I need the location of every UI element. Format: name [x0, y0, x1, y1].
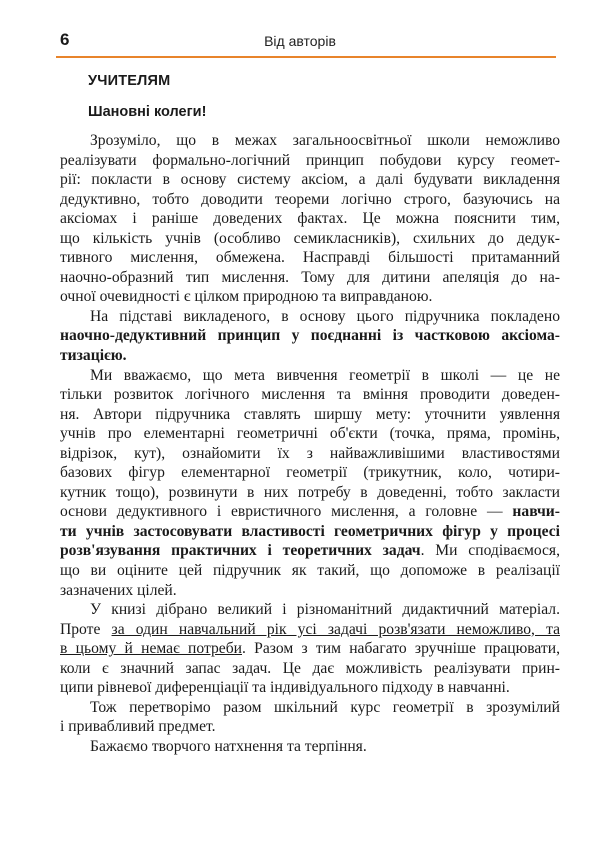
text-line: що ви оціните цей підручник як такий, що допоможе в реалізації: [60, 562, 560, 580]
paragraph-6: [60, 737, 560, 757]
text-line: базових фігур елементарної геометрії (трикутник, коло, чотири-: [60, 464, 560, 482]
paragraph-5: [60, 698, 560, 737]
bold-phrase: навчи-: [512, 503, 560, 521]
text-line: рії: покласти в основу систему аксіом, а далі будувати викладення: [60, 171, 560, 189]
text-line: очної очевидності є цілком природною та виправданою.: [60, 288, 433, 306]
text-line: ципи рівневої диференціації та індивідуального підходу в навчанні.: [60, 679, 510, 697]
text-line: учнів про елементарні геометричні об'єкти (точка, пряма, промінь,: [60, 425, 560, 443]
paragraph-4: [60, 600, 560, 698]
text-line: [60, 620, 560, 640]
paragraph-1: [60, 131, 560, 307]
plain-phrase: . Ми сподіваємося,: [420, 542, 560, 560]
paragraph-3: [60, 366, 560, 601]
text-line-bold: [60, 522, 560, 542]
bold-phrase: ти учнів застосовувати властивості геометричних фігур у процесі: [60, 522, 560, 540]
paragraph-2: [60, 307, 560, 366]
text-line: кутник тощо), розвинути в них потребу в доведенні, тобто закласти: [60, 483, 560, 501]
bold-phrase: розв'язування практичних і теоретичних задач: [60, 542, 421, 560]
body-text: [60, 131, 560, 757]
text-line: що кількість учнів (особливо семикласників), схильних до дедук-: [60, 229, 560, 247]
text-line: На підставі викладеного, в основу цього підручника покладено: [90, 307, 560, 325]
section-title: УЧИТЕЛЯМ: [88, 73, 171, 89]
text-line-bold: [60, 346, 560, 366]
plain-phrase: . Разом з тим набагато зручніше працювати,: [242, 640, 560, 658]
header-rule: [56, 56, 556, 58]
text-line: аксіомах і раніше доведених фактах. Це можна пояснити тим,: [60, 210, 560, 228]
bold-phrase: тизацією.: [60, 347, 127, 365]
greeting: Шановні колеги!: [88, 104, 207, 120]
text-line: відрізок, кут), ознайомити їх з найважливішими властивостями: [60, 444, 560, 462]
text-line: [60, 502, 560, 522]
text-line: ня. Автори підручника ставлять ширшу мету: уточнити уявлення: [60, 405, 560, 423]
text-line: дедуктивно, тобто доводити теореми логічно строго, базуючись на: [60, 190, 560, 208]
text-line-bold: [60, 326, 560, 346]
text-line: У книзі дібрано великий і різноманітний дидактичний матеріал.: [90, 601, 560, 619]
text-line: і привабливий предмет.: [60, 718, 216, 736]
text-line: наочно-образний тип мислення. Тому для дитини апеляція до на-: [60, 268, 560, 286]
text-line: [60, 639, 560, 659]
running-header-title: Від авторів: [264, 33, 336, 49]
text-line: Тож перетворімо разом шкільний курс геометрії в зрозумілий: [90, 698, 560, 716]
text-line: реалізувати формально-логічний принцип побудови курсу геомет-: [60, 151, 560, 169]
bold-phrase: наочно-дедуктивний принцип у поєднанні із частковою аксіома-: [60, 327, 560, 345]
text-line: Зрозуміло, що в межах загальноосвітньої школи неможливо: [90, 132, 560, 149]
text-line: коли є значний запас задач. Це дає можливість реалізувати прин-: [60, 659, 560, 677]
plain-phrase: Проте: [60, 620, 101, 638]
underlined-phrase: в цьому й немає потреби: [60, 640, 242, 658]
plain-phrase: основи дедуктивного і евристичного мислення, а головне —: [60, 503, 503, 521]
text-line: [60, 541, 560, 561]
text-line: зазначених цілей.: [60, 581, 177, 599]
text-line: тільки розвиток логічного мислення та вміння проводити доведен-: [60, 386, 560, 404]
text-line: тивного мислення, обмежена. Насправді більшості притаманний: [60, 249, 560, 267]
page-number: 6: [60, 30, 70, 49]
text-line: Ми вважаємо, що мета вивчення геометрії в школі — це не: [90, 366, 560, 384]
underlined-phrase: за один навчальний рік усі задачі розв'язати неможливо, та: [111, 620, 560, 638]
text-line: Бажаємо творчого натхнення та терпіння.: [90, 737, 367, 755]
